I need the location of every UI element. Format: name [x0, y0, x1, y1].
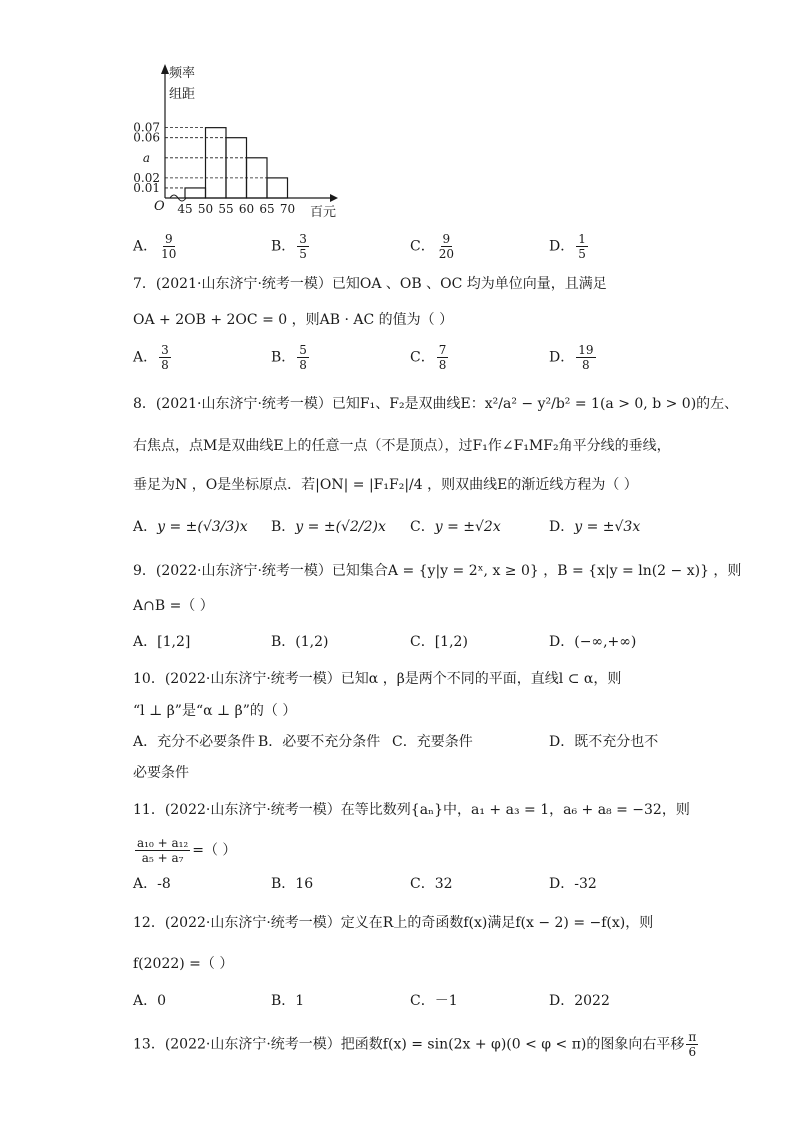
histogram-bar [226, 138, 247, 198]
q8-stem-line1: 8．(2021·山东济宁·统考一模）已知F₁、F₂是双曲线E：x²/a² − y²/b² = 1(a > 0, b > 0)的左、 [133, 396, 739, 412]
y-tick-label: 0.02 [133, 170, 160, 185]
q7-option-a[interactable]: A． $\frac{3}{8}$ [133, 343, 169, 372]
q9-stem-line2: A∩B =（ ） [133, 598, 214, 614]
x-axis-label: 百元 [310, 205, 337, 220]
q12-option-b[interactable]: B．1 [271, 993, 305, 1009]
q9-stem-line1: 9．(2022·山东济宁·统考一模）已知集合A = {y|y = 2ˣ, x ≥ 0} ，B = {x|y = ln(2 − x)} ，则 [133, 563, 742, 579]
q8-option-a[interactable]: A．y = ±(√3/3)x [133, 519, 248, 535]
q11-option-b[interactable]: B．16 [271, 876, 314, 892]
x-tick-label: 50 [197, 202, 214, 216]
q10-stem-line2: “l ⊥ β”是“α ⊥ β”的（ ） [133, 703, 297, 719]
y-axis-label-line1: 频率 [169, 66, 196, 81]
x-tick-label: 45 [177, 202, 193, 216]
q10-stem-line1: 10．(2022·山东济宁·统考一模）已知α ，β是两个不同的平面，直线l ⊂ α，则 [133, 671, 622, 687]
q10-option-b[interactable]: B．必要不充分条件 [258, 734, 381, 750]
q7-option-c[interactable]: C． $\frac{7}{8}$ [410, 343, 447, 372]
q9-option-c[interactable]: C．[1,2) [410, 634, 468, 650]
q12-stem-line2: f(2022) =（ ） [133, 956, 234, 972]
q13-stem-line1: 13．(2022·山东济宁·统考一模）把函数f(x) = sin(2x + φ)(0 < φ < π)的图象向右平移 $\frac{\pi}{6}$ [133, 1030, 697, 1059]
x-tick-label: 55 [218, 202, 234, 216]
y-tick-label: 0.07 [133, 120, 160, 135]
q6-option-b[interactable]: B． $\frac{3}{5}$ [271, 232, 307, 261]
y-tick-label: a [142, 150, 150, 165]
y-axis-label-line2: 组距 [169, 87, 196, 102]
histogram-bar [267, 178, 288, 198]
q10-option-a[interactable]: A．充分不必要条件 [133, 734, 256, 750]
q7-option-d[interactable]: D． $\frac{19}{8}$ [549, 343, 594, 372]
q6-option-c[interactable]: C． $\frac{9}{20}$ [410, 232, 454, 261]
q8-stem-line3: 垂足为N ，O是坐标原点．若|ON| = |F₁F₂|/4 ，则双曲线E的渐近线方程为（ ） [133, 477, 638, 493]
q11-option-c[interactable]: C．32 [410, 876, 453, 892]
q12-option-a[interactable]: A．0 [133, 993, 167, 1009]
q7-stem-line2: OA + 2OB + 2OC = 0 ，则AB · AC 的值为（ ） [133, 312, 454, 328]
q10-option-d[interactable]: D．既不充分也不 [549, 734, 659, 750]
q11-option-d[interactable]: D．-32 [549, 876, 597, 892]
y-tick-label: 0.06 [133, 130, 160, 145]
q7-stem-line1: 7．(2021·山东济宁·统考一模）已知OA 、OB 、OC 均为单位向量，且满足 [133, 276, 607, 292]
q12-option-d[interactable]: D．2022 [549, 993, 610, 1009]
origin-label: O [154, 199, 165, 214]
q12-option-c[interactable]: C．－1 [410, 993, 458, 1009]
q9-option-a[interactable]: A．[1,2] [133, 634, 191, 650]
x-tick-label: 65 [259, 202, 275, 216]
y-tick-label: 0.01 [133, 180, 160, 195]
q9-option-d[interactable]: D．(−∞,+∞) [549, 634, 637, 650]
q6-option-d[interactable]: D． $\frac{1}{5}$ [549, 232, 586, 261]
q8-option-d[interactable]: D．y = ±√3x [549, 519, 641, 535]
q12-stem-line1: 12．(2022·山东济宁·统考一模）定义在R上的奇函数f(x)满足f(x − 2) = −f(x)，则 [133, 915, 654, 931]
q10-option-d-wrap: 必要条件 [133, 765, 189, 781]
y-axis-arrow [161, 64, 169, 74]
q8-stem-line2: 右焦点，点M是双曲线E上的任意一点（不是顶点），过F₁作∠F₁MF₂角平分线的垂线， [133, 438, 671, 454]
q7-option-b[interactable]: B． $\frac{5}{8}$ [271, 343, 307, 372]
q11-stem-line2: $\frac{\text{a₁₀ + a₁₂}}{\text{a₅ + a₇}}$ =（ ） [137, 836, 237, 865]
q8-option-b[interactable]: B．y = ±(√2/2)x [271, 519, 386, 535]
histogram-bar [185, 188, 206, 198]
q11-stem-line1: 11．(2022·山东济宁·统考一模）在等比数列{aₙ}中，a₁ + a₃ = 1，a₆ + a₈ = −32，则 [133, 802, 690, 818]
frequency-histogram [120, 60, 360, 225]
q8-option-c[interactable]: C．y = ±√2x [410, 519, 501, 535]
x-tick-label: 70 [279, 202, 296, 216]
q6-option-a[interactable]: A． $\frac{9}{10}$ [133, 232, 177, 261]
q11-option-a[interactable]: A．-8 [133, 876, 171, 892]
x-tick-label: 60 [238, 202, 255, 216]
q10-option-c[interactable]: C．充要条件 [392, 734, 473, 750]
x-axis-arrow [330, 194, 338, 202]
histogram-bar [206, 128, 227, 198]
q9-option-b[interactable]: B．(1,2) [271, 634, 329, 650]
